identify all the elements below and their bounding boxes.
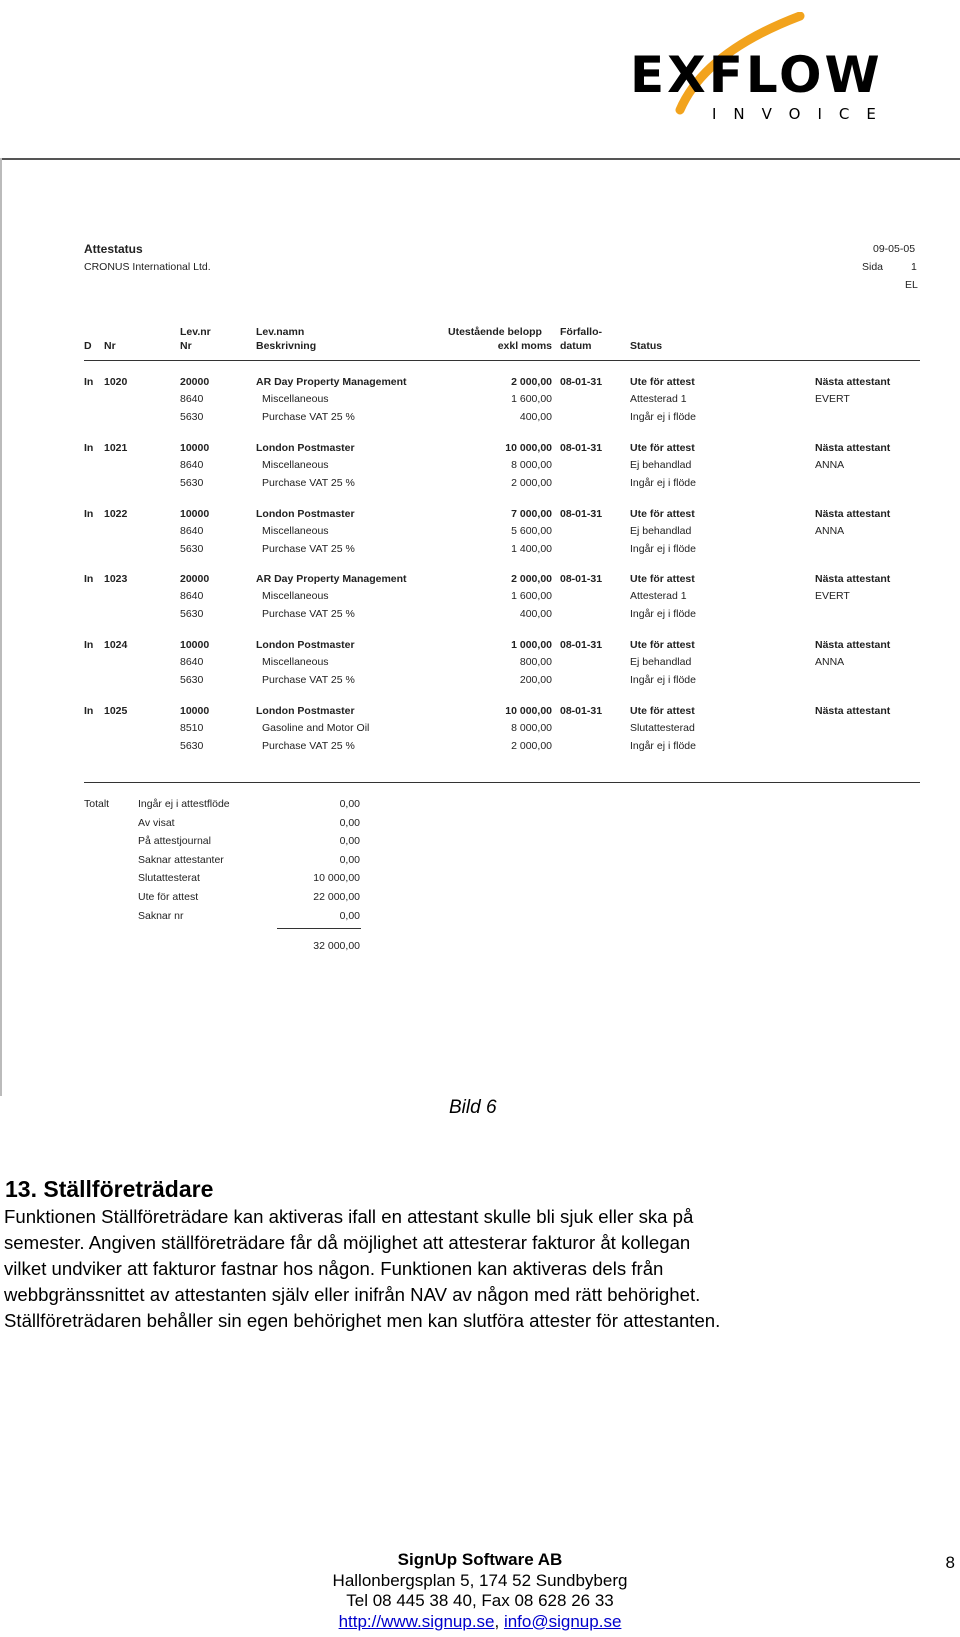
next-attestant: EVERT — [815, 590, 850, 602]
line-status: Attesterad 1 — [630, 590, 687, 602]
invoice-number: 1024 — [104, 639, 128, 651]
footer-phone: Tel 08 445 38 40, Fax 08 628 26 33 — [346, 1591, 614, 1610]
line-description: Purchase VAT 25 % — [262, 411, 355, 423]
grand-total: 32 000,00 — [313, 940, 360, 952]
invoice-type: In — [84, 442, 94, 454]
line-amount: 2 000,00 — [511, 740, 552, 752]
line-amount: 5 600,00 — [511, 525, 552, 537]
account-number: 5630 — [180, 543, 204, 555]
vendor-name: London Postmaster — [256, 508, 355, 520]
header-due-sub: datum — [560, 340, 592, 352]
invoice-status: Ute för attest — [630, 508, 695, 520]
vendor-name: AR Day Property Management — [256, 376, 407, 388]
report-user: EL — [905, 279, 918, 291]
account-number: 5630 — [180, 740, 204, 752]
next-attestant-label: Nästa attestant — [815, 508, 891, 520]
line-amount: 1 400,00 — [511, 543, 552, 555]
line-description: Purchase VAT 25 % — [262, 543, 355, 555]
line-status: Ej behandlad — [630, 656, 692, 668]
header-rule — [84, 360, 920, 361]
header-levnr-sub: Nr — [180, 340, 192, 352]
invoice-amount: 7 000,00 — [511, 508, 552, 520]
header-d: D — [84, 340, 92, 352]
line-status: Ej behandlad — [630, 525, 692, 537]
invoice-number: 1025 — [104, 705, 128, 717]
line-amount: 1 600,00 — [511, 590, 552, 602]
vendor-number: 10000 — [180, 705, 210, 717]
line-amount: 200,00 — [519, 674, 552, 686]
invoice-type: In — [84, 376, 94, 388]
due-date: 08-01-31 — [560, 639, 603, 651]
section-heading: 13. Ställföreträdare — [5, 1176, 214, 1202]
paragraph-line: webbgränssnittet av attestanten själv eller inifrån NAV av någon med rätt behörighet. — [4, 1284, 701, 1305]
header-levnamn: Lev.namn — [256, 326, 305, 338]
line-description: Purchase VAT 25 % — [262, 608, 355, 620]
next-attestant-label: Nästa attestant — [815, 442, 891, 454]
paragraph-line: Funktionen Ställföreträdare kan aktiveras ifall en attestant skulle bli sjuk eller ska på — [4, 1206, 694, 1227]
invoice-amount: 10 000,00 — [505, 442, 552, 454]
footer-separator: , — [494, 1611, 504, 1631]
vendor-number: 20000 — [180, 573, 210, 585]
header-due: Förfallo- — [560, 326, 602, 338]
totals-item-value: 0,00 — [339, 853, 360, 866]
footer-address: Hallonbergsplan 5, 174 52 Sundbyberg — [332, 1570, 628, 1590]
line-amount: 400,00 — [519, 411, 552, 423]
invoice-number: 1020 — [104, 376, 128, 388]
invoice-status: Ute för attest — [630, 442, 695, 454]
line-amount: 400,00 — [519, 608, 552, 620]
vendor-name: London Postmaster — [256, 442, 355, 454]
paragraph-line: vilket undviker att fakturor fastnar hos någon. Funktionen kan aktiveras dels från — [4, 1258, 664, 1279]
next-attestant: ANNA — [815, 525, 845, 537]
report-date: 09-05-05 — [873, 243, 916, 255]
paragraph-line: semester. Angiven ställföreträdare får då möjlighet att attesterar fakturor åt kollegan — [4, 1232, 691, 1253]
invoice-amount: 1 000,00 — [511, 639, 552, 651]
totals-rule — [84, 782, 920, 783]
line-description: Purchase VAT 25 % — [262, 674, 355, 686]
invoice-number: 1021 — [104, 442, 128, 454]
report-left-border — [0, 158, 2, 1096]
totals-label: Totalt — [84, 798, 110, 810]
account-number: 5630 — [180, 674, 204, 686]
invoice-status: Ute för attest — [630, 376, 695, 388]
report-screenshot — [0, 158, 960, 1096]
invoice-status: Ute för attest — [630, 573, 695, 585]
page-number: 8 — [945, 1553, 955, 1572]
line-description: Miscellaneous — [262, 656, 329, 668]
due-date: 08-01-31 — [560, 508, 603, 520]
next-attestant: ANNA — [815, 459, 845, 471]
exflow-invoice-logo — [630, 12, 960, 122]
line-status: Ej behandlad — [630, 459, 692, 471]
line-amount: 8 000,00 — [511, 459, 552, 471]
invoice-number: 1023 — [104, 573, 128, 585]
body-paragraph — [4, 1204, 956, 1334]
totals-item-label: Ute för attest — [138, 891, 199, 903]
header-description: Beskrivning — [256, 340, 317, 352]
account-number: 8640 — [180, 590, 204, 602]
line-amount: 800,00 — [519, 656, 552, 668]
totals-item-label: Av visat — [138, 816, 175, 829]
totals-item-value: 0,00 — [339, 909, 360, 922]
next-attestant: EVERT — [815, 393, 850, 405]
vendor-name: London Postmaster — [256, 639, 355, 651]
line-status: Ingår ej i flöde — [630, 543, 696, 555]
invoice-amount: 10 000,00 — [505, 705, 552, 717]
line-description: Miscellaneous — [262, 459, 329, 471]
website-link[interactable]: http://www.signup.se — [338, 1611, 495, 1631]
line-amount: 1 600,00 — [511, 393, 552, 405]
invoice-type: In — [84, 508, 94, 520]
vendor-number: 20000 — [180, 376, 210, 388]
account-number: 8640 — [180, 459, 204, 471]
totals-item-label: Slutattesterat — [138, 872, 200, 885]
invoice-status: Ute för attest — [630, 639, 695, 651]
line-description: Gasoline and Motor Oil — [262, 722, 370, 734]
line-status: Slutattesterad — [630, 722, 695, 734]
next-attestant-label: Nästa attestant — [815, 573, 891, 585]
line-amount: 8 000,00 — [511, 722, 552, 734]
invoice-number: 1022 — [104, 508, 128, 520]
due-date: 08-01-31 — [560, 376, 603, 388]
header-levnr: Lev.nr — [180, 326, 211, 338]
logo-wordmark: EXFLOW — [630, 46, 883, 104]
totals-item-value: 0,00 — [339, 816, 360, 829]
page-footer — [0, 1550, 960, 1632]
vendor-name: AR Day Property Management — [256, 573, 407, 585]
due-date: 08-01-31 — [560, 442, 603, 454]
header-nr: Nr — [104, 340, 116, 352]
totals-item-label: Saknar attestanter — [138, 853, 224, 866]
email-link[interactable]: info@signup.se — [503, 1611, 622, 1631]
next-attestant-label: Nästa attestant — [815, 639, 891, 651]
header-amount: Utestående belopp — [448, 326, 542, 338]
figure-caption: Bild 6 — [449, 1097, 497, 1118]
report-top-rule — [0, 158, 960, 160]
header-status: Status — [630, 340, 663, 352]
report-company: CRONUS International Ltd. — [84, 261, 211, 273]
account-number: 8510 — [180, 722, 204, 734]
vendor-number: 10000 — [180, 639, 210, 651]
invoice-amount: 2 000,00 — [511, 376, 552, 388]
due-date: 08-01-31 — [560, 705, 603, 717]
due-date: 08-01-31 — [560, 573, 603, 585]
totals-item-label: Ingår ej i attestflöde — [138, 798, 230, 810]
account-number: 5630 — [180, 608, 204, 620]
totals-item-value: 22 000,00 — [313, 891, 360, 903]
invoice-amount: 2 000,00 — [511, 573, 552, 585]
invoice-type: In — [84, 705, 94, 717]
account-number: 8640 — [180, 525, 204, 537]
footer-company: SignUp Software AB — [397, 1550, 563, 1569]
line-description: Miscellaneous — [262, 393, 329, 405]
grand-total-rule — [277, 928, 361, 929]
line-status: Ingår ej i flöde — [630, 477, 696, 489]
line-amount: 2 000,00 — [511, 477, 552, 489]
report-title: Attestatus — [84, 242, 143, 256]
totals-item-label: Saknar nr — [138, 909, 184, 922]
totals-item-value: 10 000,00 — [313, 872, 360, 885]
invoice-status: Ute för attest — [630, 705, 695, 717]
account-number: 8640 — [180, 656, 204, 668]
next-attestant-label: Nästa attestant — [815, 705, 891, 717]
line-description: Miscellaneous — [262, 525, 329, 537]
vendor-number: 10000 — [180, 508, 210, 520]
header-amount-sub: exkl moms — [497, 340, 552, 352]
line-status: Ingår ej i flöde — [630, 740, 696, 752]
invoice-type: In — [84, 573, 94, 585]
line-description: Purchase VAT 25 % — [262, 477, 355, 489]
vendor-number: 10000 — [180, 442, 210, 454]
line-status: Ingår ej i flöde — [630, 608, 696, 620]
line-status: Attesterad 1 — [630, 393, 687, 405]
footer-links — [0, 1612, 960, 1633]
next-attestant-label: Nästa attestant — [815, 376, 891, 388]
report-page-label: Sida — [862, 261, 884, 273]
totals-item-value: 0,00 — [339, 798, 360, 810]
line-status: Ingår ej i flöde — [630, 411, 696, 423]
vendor-name: London Postmaster — [256, 705, 355, 717]
account-number: 5630 — [180, 411, 204, 423]
line-description: Purchase VAT 25 % — [262, 740, 355, 752]
next-attestant: ANNA — [815, 656, 845, 668]
report-page-value: 1 — [911, 261, 917, 273]
account-number: 8640 — [180, 393, 204, 405]
totals-item-value: 0,00 — [339, 835, 360, 848]
paragraph-line: Ställföreträdaren behåller sin egen behörighet men kan slutföra attester för attestanten. — [4, 1310, 721, 1331]
invoice-type: In — [84, 639, 94, 651]
line-status: Ingår ej i flöde — [630, 674, 696, 686]
line-description: Miscellaneous — [262, 590, 329, 602]
account-number: 5630 — [180, 477, 204, 489]
totals-item-label: På attestjournal — [138, 835, 211, 848]
logo-subtitle: INVOICE — [712, 105, 893, 122]
